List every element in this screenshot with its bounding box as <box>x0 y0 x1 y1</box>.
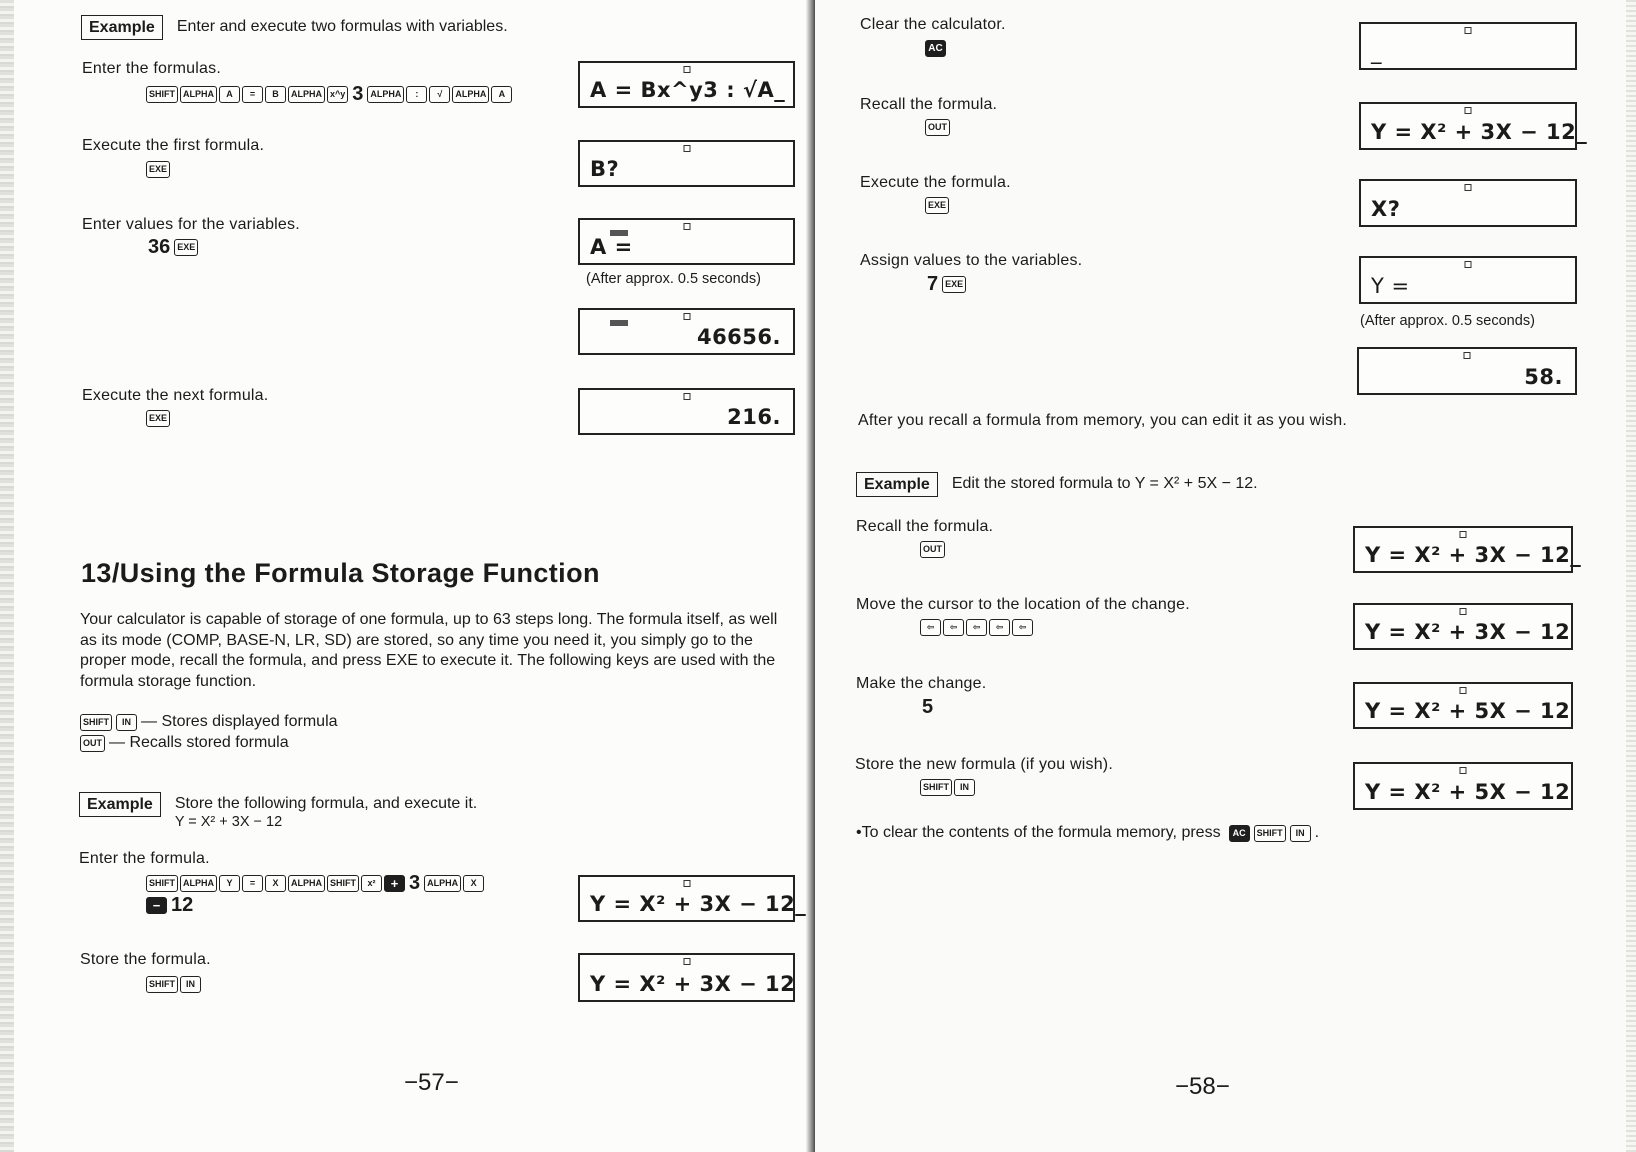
digit-input: 5 <box>922 696 934 718</box>
key-sequence <box>925 40 946 57</box>
example-text: Enter and execute two formulas with variables. <box>176 18 508 35</box>
key-cursor-left: ⇦ <box>966 619 987 636</box>
key-sequence <box>146 410 170 427</box>
display-indicator <box>683 145 690 152</box>
step-text: Make the change. <box>856 675 987 692</box>
key-exe: EXE <box>925 197 949 214</box>
calculator-display <box>578 953 795 1002</box>
key-plus: + <box>384 875 405 892</box>
key-sequence <box>920 779 975 796</box>
calculator-display <box>578 308 795 355</box>
step-text: Enter the formula. <box>79 850 210 867</box>
step-text: Store the new formula (if you wish). <box>855 756 1113 773</box>
display-text: X? <box>1371 197 1401 221</box>
key-sequence <box>925 197 949 214</box>
key-ac: AC <box>925 40 946 57</box>
right-page <box>815 0 1636 1152</box>
left-page <box>0 0 815 1152</box>
example-label: Example <box>856 472 938 497</box>
example-formula: Y = X² + 3X − 12 <box>174 814 283 830</box>
key-cursor-left: ⇦ <box>1012 619 1033 636</box>
step-text: Recall the formula. <box>856 518 994 535</box>
example-label: Example <box>81 15 163 40</box>
key-cursor-left: ⇦ <box>943 619 964 636</box>
example-text: Edit the stored formula to Y = X² + 5X − 12. <box>951 475 1258 492</box>
key-sequence <box>920 619 1033 636</box>
display-indicator <box>1460 531 1467 538</box>
calculator-display <box>1353 526 1582 573</box>
example2-header <box>79 792 477 831</box>
key-y: Y <box>219 875 240 892</box>
key-sequence <box>925 273 966 296</box>
display-text: 58. <box>1524 365 1563 389</box>
key-alpha: ALPHA <box>180 875 217 892</box>
page-edge-left <box>0 0 14 1152</box>
display-text: 46656. <box>696 325 781 349</box>
calculator-display <box>578 388 795 435</box>
step-text: Clear the calculator. <box>860 16 1006 33</box>
key-in: IN <box>954 779 975 796</box>
key-x: X <box>265 875 286 892</box>
key-a: A <box>219 86 240 103</box>
step-text: Enter the formulas. <box>82 60 221 77</box>
key-out: OUT <box>80 735 105 752</box>
key-exe: EXE <box>942 276 966 293</box>
key-sequence <box>146 83 512 106</box>
key-sequence <box>146 236 198 259</box>
key-shift: SHIFT <box>1254 825 1286 842</box>
calculator-display <box>1359 256 1577 304</box>
edit-note: After you recall a formula from memory, you can edit it as you wish. <box>858 412 1348 429</box>
display-indicator <box>1465 27 1472 34</box>
key-square: x² <box>361 875 382 892</box>
display-text: Y = X² + 3X − 12_ <box>590 892 807 916</box>
key-alpha: ALPHA <box>452 86 489 103</box>
example-text: Store the following formula, and execute it. <box>174 795 478 812</box>
display-text: Y = X² + 3X − 12 <box>1365 620 1571 644</box>
example-text-block <box>175 795 477 831</box>
key-sqrt: √ <box>429 86 450 103</box>
key-shift: SHIFT <box>146 86 178 103</box>
key-cursor-left: ⇦ <box>989 619 1010 636</box>
display-text: Y = X² + 3X − 12_ <box>1365 543 1582 567</box>
calculator-display <box>1353 603 1573 650</box>
key-exe: EXE <box>146 410 170 427</box>
page-number: −58− <box>1175 1073 1230 1100</box>
calculator-display <box>578 140 795 187</box>
key-equals: = <box>242 875 263 892</box>
calculator-display <box>578 218 795 265</box>
digit-input: 3 <box>409 872 421 894</box>
key-ac: AC <box>1229 825 1250 842</box>
step-text: Execute the first formula. <box>82 137 265 154</box>
key-sequence-line2 <box>146 894 195 917</box>
display-text: A = <box>590 235 633 259</box>
digit-input: 36 <box>148 236 171 258</box>
calculator-display <box>578 61 795 108</box>
key-b: B <box>265 86 286 103</box>
step-text: Store the formula. <box>80 951 211 968</box>
page-edge-right <box>1626 0 1636 1152</box>
step-text: Assign values to the variables. <box>860 252 1083 269</box>
key-sequence <box>146 161 170 178</box>
key-shift: SHIFT <box>920 779 952 796</box>
display-indicator <box>1460 608 1467 615</box>
display-indicator <box>683 313 690 320</box>
display-text: 216. <box>727 405 781 429</box>
timing-note: (After approx. 0.5 seconds) <box>586 271 761 287</box>
key-sequence <box>925 119 950 136</box>
clear-note-text: •To clear the contents of the formula memory, press <box>856 824 1221 841</box>
key-alpha: ALPHA <box>288 86 325 103</box>
key-sequence <box>146 976 201 993</box>
step-text: Move the cursor to the location of the change. <box>856 596 1190 613</box>
key-shift: SHIFT <box>146 875 178 892</box>
key-sequence <box>920 541 945 558</box>
display-text: Y = X² + 3X − 12 <box>590 972 796 996</box>
key-out: OUT <box>925 119 950 136</box>
key-sequence <box>920 696 935 719</box>
key-shift: SHIFT <box>146 976 178 993</box>
display-indicator <box>1460 767 1467 774</box>
key-colon: : <box>406 86 427 103</box>
calculator-display <box>1353 682 1573 729</box>
display-indicator <box>1464 352 1471 359</box>
key-definition-text: — Recalls stored formula <box>109 734 289 751</box>
display-indicator <box>1465 261 1472 268</box>
calculator-display <box>1359 22 1577 70</box>
display-indicator <box>1460 687 1467 694</box>
key-shift: SHIFT <box>327 875 359 892</box>
example1-header <box>81 15 508 40</box>
key-minus: − <box>146 897 167 914</box>
step-text: Execute the formula. <box>860 174 1011 191</box>
display-text: Y = X² + 5X − 12 <box>1365 780 1571 804</box>
key-power: x^y <box>327 86 348 103</box>
digit-input: 3 <box>352 83 364 105</box>
display-indicator <box>683 223 690 230</box>
calculator-display <box>1357 347 1577 395</box>
intro-paragraph: Your calculator is capable of storage of one formula, up to 63 steps long. The formula itself, as well as its mode (COMP, BASE-N, LR, SD) are stored, so any time you need it, you simply go to the proper mode, recall the formula, and press EXE to execute it. The following keys are used with the formula storage function. <box>80 611 778 690</box>
key-equals: = <box>242 86 263 103</box>
display-text: Y = <box>1371 274 1410 298</box>
key-exe: EXE <box>174 239 198 256</box>
period: . <box>1314 824 1320 841</box>
key-alpha: ALPHA <box>367 86 404 103</box>
key-alpha: ALPHA <box>424 875 461 892</box>
key-definition <box>80 734 289 752</box>
key-a: A <box>491 86 512 103</box>
calculator-display <box>578 875 807 922</box>
display-indicator <box>683 393 690 400</box>
key-cursor-left: ⇦ <box>920 619 941 636</box>
display-indicator <box>1465 184 1472 191</box>
page-number: −57− <box>404 1069 459 1096</box>
step-text: Execute the next formula. <box>82 387 269 404</box>
display-text: A = Bx^y3 : √A_ <box>590 78 786 102</box>
calculator-display <box>1359 102 1588 150</box>
example-label: Example <box>79 792 161 817</box>
key-shift: SHIFT <box>80 714 112 731</box>
calculator-display <box>1359 179 1577 227</box>
display-mode-indicator <box>610 320 628 326</box>
key-in: IN <box>1290 825 1311 842</box>
display-text: Y = X² + 5X − 12 <box>1365 699 1571 723</box>
display-indicator <box>683 880 690 887</box>
digit-input: 7 <box>927 273 939 295</box>
timing-note: (After approx. 0.5 seconds) <box>1360 313 1535 329</box>
section-title: 13/Using the Formula Storage Function <box>81 558 600 588</box>
key-sequence <box>146 872 484 895</box>
key-definition <box>80 713 338 731</box>
key-alpha: ALPHA <box>180 86 217 103</box>
example3-header <box>856 472 1258 497</box>
display-text: B? <box>590 157 620 181</box>
step-text: Enter values for the variables. <box>82 216 300 233</box>
clear-memory-note <box>856 824 1319 842</box>
display-text: _ <box>1371 40 1382 64</box>
display-indicator <box>683 958 690 965</box>
display-indicator <box>683 66 690 73</box>
key-x: X <box>463 875 484 892</box>
step-text: Recall the formula. <box>860 96 998 113</box>
key-in: IN <box>180 976 201 993</box>
key-alpha: ALPHA <box>288 875 325 892</box>
display-text: Y = X² + 3X − 12_ <box>1371 120 1588 144</box>
key-exe: EXE <box>146 161 170 178</box>
key-out: OUT <box>920 541 945 558</box>
key-definition-text: — Stores displayed formula <box>141 713 338 730</box>
digit-input: 12 <box>171 894 194 916</box>
calculator-display <box>1353 762 1573 810</box>
display-indicator <box>1465 107 1472 114</box>
key-in: IN <box>116 714 137 731</box>
